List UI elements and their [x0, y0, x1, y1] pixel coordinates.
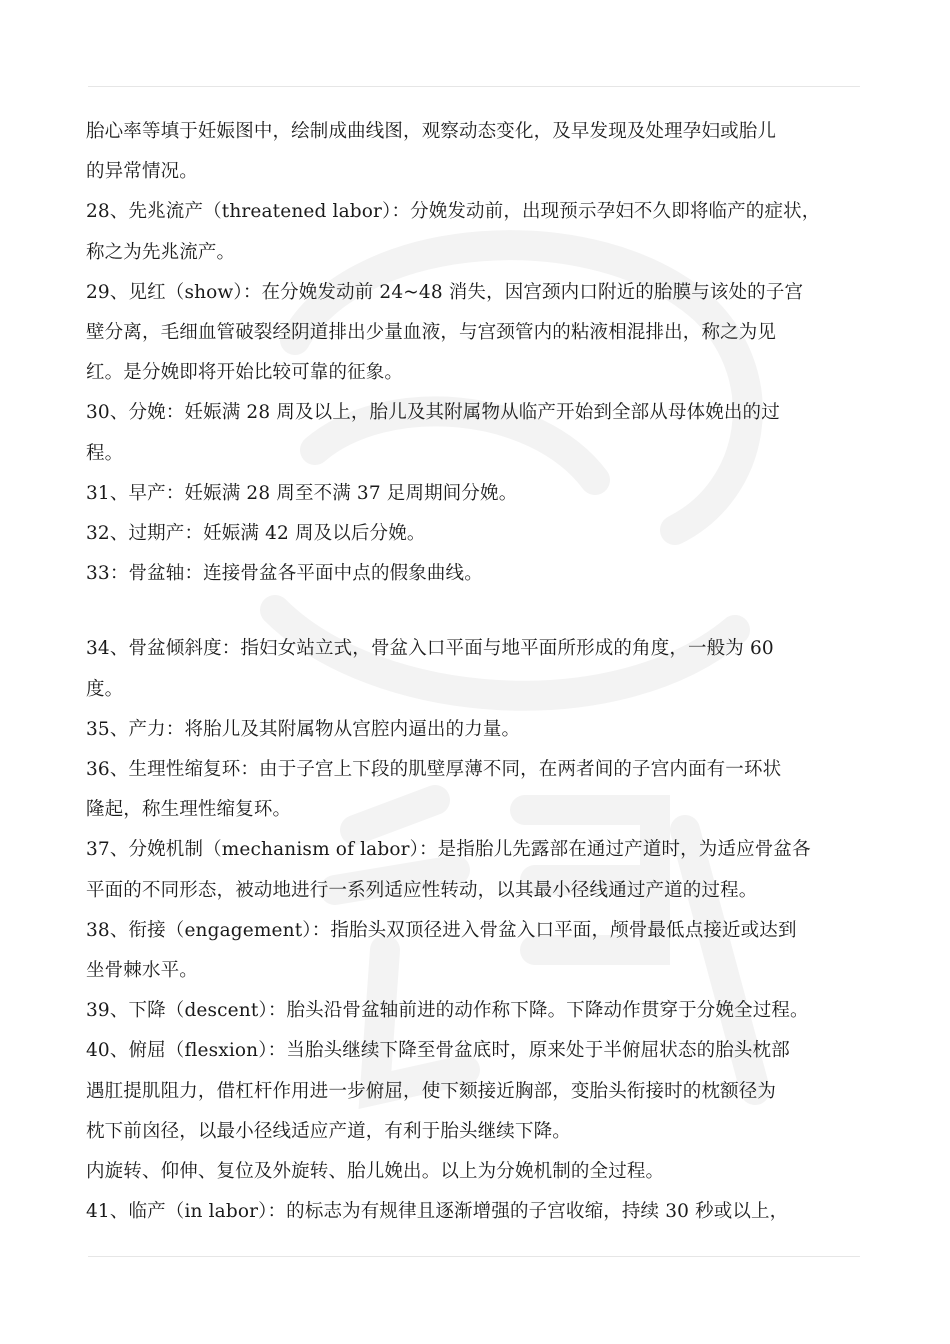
text-line: 程。 — [86, 442, 124, 464]
text-line: 41、临产（in labor）：的标志为有规律且逐渐增强的子宫收缩，持续 30 秒或以上， — [86, 1201, 789, 1223]
text-line: 32、过期产：妊娠满 42 周及以后分娩。 — [86, 523, 426, 545]
text-line: 胎心率等填于妊娠图中，绘制成曲线图，观察动态变化，及早发现及处理孕妇或胎儿 — [86, 121, 777, 142]
text-line: 36、生理性缩复环：由于子宫上下段的肌壁厚薄不同，在两者间的子宫内面有一环状 — [86, 759, 782, 781]
text-line: 枕下前囟径，以最小径线适应产道，有利于胎头继续下降。 — [86, 1120, 571, 1142]
text-line: 30、分娩：妊娠满 28 周及以上，胎儿及其附属物从临产开始到全部从母体娩出的过 — [86, 402, 780, 424]
text-line: 称之为先兆流产。 — [86, 241, 236, 263]
header-rule — [88, 86, 860, 87]
text-line: 31、早产：妊娠满 28 周至不满 37 足周期间分娩。 — [86, 482, 518, 504]
text-line: 平面的不同形态，被动地进行一系列适应性转动，以其最小径线通过产道的过程。 — [86, 879, 758, 901]
text-line: 度。 — [86, 678, 124, 700]
text-line: 内旋转、仰伸、复位及外旋转、胎儿娩出。以上为分娩机制的全过程。 — [86, 1161, 665, 1183]
text-line: 红。是分娩即将开始比较可靠的征象。 — [86, 362, 404, 384]
paragraph-gap — [86, 594, 886, 629]
text-line: 29、见红（show）：在分娩发动前 24~48 消失，因宫颈内口附近的胎膜与该处的子宫 — [86, 281, 804, 303]
text-line: 34、骨盆倾斜度：指妇女站立式，骨盆入口平面与地平面所形成的角度，一般为 60 — [86, 638, 774, 660]
text-line: 40、俯屈（flesxion）：当胎头继续下降至骨盆底时，原来处于半俯屈状态的胎头枕部 — [86, 1040, 790, 1062]
text-line: 的异常情况。 — [86, 161, 198, 183]
text-line: 坐骨棘水平。 — [86, 960, 198, 982]
document-body — [86, 112, 886, 1232]
text-line: 33：骨盆轴：连接骨盆各平面中点的假象曲线。 — [86, 563, 483, 585]
text-line: 28、先兆流产（threatened labor）：分娩发动前，出现预示孕妇不久即将临产的症状， — [86, 201, 821, 223]
footer-rule — [88, 1256, 860, 1257]
text-line: 39、下降（descent）：胎头沿骨盆轴前进的动作称下降。下降动作贯穿于分娩全过程。 — [86, 1000, 809, 1022]
text-line: 隆起，称生理性缩复环。 — [86, 799, 292, 821]
text-line: 37、分娩机制（mechanism of labor）：是指胎儿先露部在通过产道时，为适应骨盆各 — [86, 839, 811, 861]
text-line: 壁分离，毛细血管破裂经阴道排出少量血液，与宫颈管内的粘液相混排出，称之为见 — [86, 322, 777, 344]
text-line: 35、产力：将胎儿及其附属物从宫腔内逼出的力量。 — [86, 718, 521, 740]
text-line: 38、衔接（engagement）：指胎头双顶径进入骨盆入口平面，颅骨最低点接近或达到 — [86, 919, 797, 941]
text-line: 遇肛提肌阻力，借杠杆作用进一步俯屈，使下颏接近胸部，变胎头衔接时的枕额径为 — [86, 1080, 777, 1102]
